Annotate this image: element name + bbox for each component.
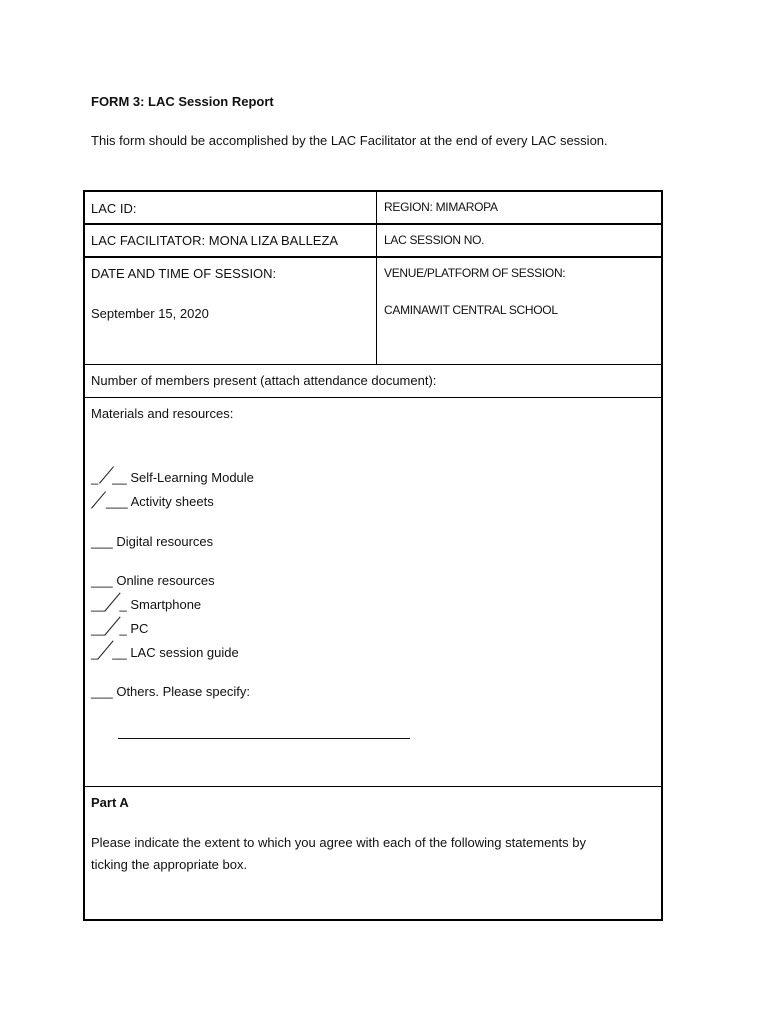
material-item-self-learning bbox=[91, 470, 254, 485]
date-value: September 15, 2020 bbox=[91, 306, 209, 321]
material-label: Activity sheets bbox=[130, 494, 214, 509]
blank-suffix: _ bbox=[119, 621, 127, 636]
material-label: Others. Please specify: bbox=[116, 684, 250, 699]
material-item-activity-sheets bbox=[91, 494, 214, 509]
material-label: LAC session guide bbox=[130, 645, 239, 660]
row-divider-1 bbox=[84, 223, 662, 225]
blank-suffix: __ bbox=[112, 645, 127, 660]
blank-prefix: _ bbox=[91, 470, 99, 485]
venue-value: CAMINAWIT CENTRAL SCHOOL bbox=[384, 303, 558, 317]
material-item-smartphone bbox=[91, 597, 201, 612]
region-label: REGION: MIMAROPA bbox=[384, 200, 498, 214]
table-outer bbox=[83, 190, 663, 921]
material-item-online bbox=[91, 573, 215, 588]
blank-prefix: __ bbox=[91, 597, 106, 612]
material-item-others bbox=[91, 684, 250, 699]
part-a-line-1: Please indicate the extent to which you agree with each of the following statements by bbox=[91, 835, 587, 850]
materials-heading: Materials and resources: bbox=[91, 406, 234, 421]
lac-id-label: LAC ID: bbox=[91, 201, 137, 216]
venue-label: VENUE/PLATFORM OF SESSION: bbox=[384, 266, 566, 280]
part-a-line-2: ticking the appropriate box. bbox=[91, 857, 248, 872]
row-divider-5 bbox=[84, 786, 662, 787]
material-item-digital bbox=[91, 534, 213, 549]
members-label: Number of members present (attach attendance document): bbox=[91, 373, 437, 388]
date-label: DATE AND TIME OF SESSION: bbox=[91, 266, 277, 281]
material-label: Self-Learning Module bbox=[130, 470, 254, 485]
facilitator-label: LAC FACILITATOR: MONA LIZA BALLEZA bbox=[91, 233, 339, 248]
material-label: PC bbox=[130, 621, 149, 636]
form-title: FORM 3: LAC Session Report bbox=[91, 94, 274, 109]
blank-prefix: ___ bbox=[91, 534, 113, 549]
session-no-label: LAC SESSION NO. bbox=[384, 233, 485, 247]
blank-suffix: ___ bbox=[106, 494, 128, 509]
row-divider-3 bbox=[84, 364, 662, 365]
blank-prefix: ___ bbox=[91, 573, 113, 588]
blank-prefix: _ bbox=[91, 645, 99, 660]
blank-prefix: ___ bbox=[91, 684, 113, 699]
form-intro: This form should be accomplished by the LAC Facilitator at the end of every LAC session. bbox=[91, 133, 608, 148]
blank-suffix: _ bbox=[119, 597, 127, 612]
column-divider bbox=[376, 191, 377, 364]
material-item-pc bbox=[91, 621, 148, 636]
part-a-heading: Part A bbox=[91, 795, 129, 810]
specify-line bbox=[118, 738, 410, 739]
material-label: Online resources bbox=[116, 573, 215, 588]
row-divider-4 bbox=[84, 397, 662, 398]
material-item-lac-guide bbox=[91, 645, 239, 660]
blank-prefix: __ bbox=[91, 621, 106, 636]
material-label: Smartphone bbox=[130, 597, 202, 612]
row-divider-2 bbox=[84, 256, 662, 258]
material-label: Digital resources bbox=[116, 534, 214, 549]
blank-suffix: __ bbox=[112, 470, 127, 485]
